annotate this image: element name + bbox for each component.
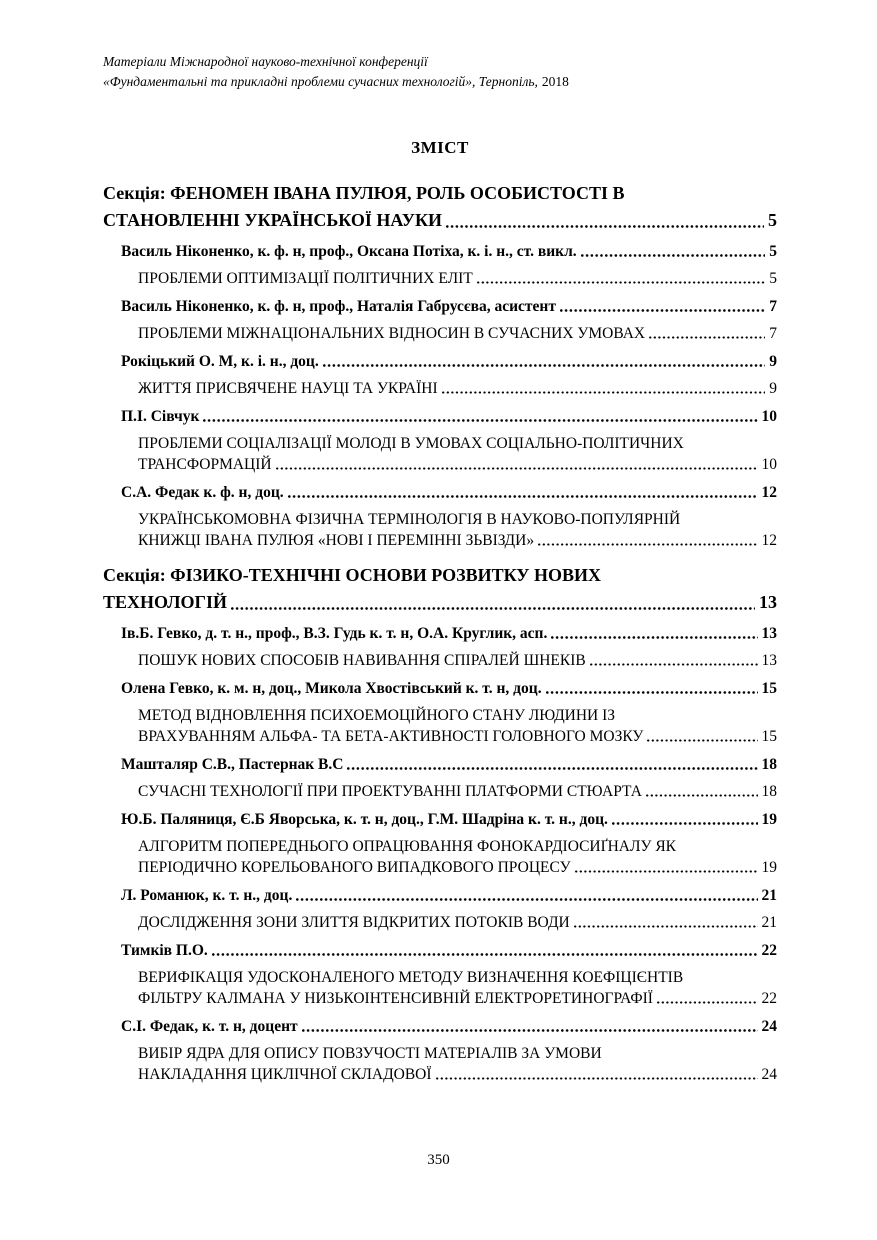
toc-entry-title-text: ДОСЛІДЖЕННЯ ЗОНИ ЗЛИТТЯ ВІДКРИТИХ ПОТОКІВ ВОДИ xyxy=(138,914,570,931)
dot-leader xyxy=(590,662,758,667)
toc-entry-title-text: ФІЛЬТРУ КАЛМАНА У НИЗЬКОІНТЕНСИВНІЙ ЕЛЕКТРОРЕТИНОГРАФІЇ xyxy=(138,990,653,1007)
dot-leader xyxy=(288,494,758,499)
toc-entry-authors xyxy=(121,885,777,906)
toc-entry-title xyxy=(138,1043,777,1064)
dot-leader xyxy=(574,924,758,929)
dot-leader xyxy=(347,766,757,771)
toc-page-number: 5 xyxy=(769,270,777,287)
dot-leader xyxy=(436,1076,758,1081)
toc-entry-title xyxy=(138,378,777,399)
toc-entry-title-text: ПРОБЛЕМИ МІЖНАЦІОНАЛЬНИХ ВІДНОСИН В СУЧАСНИХ УМОВАХ xyxy=(138,325,646,342)
toc-section-heading-text: Секція: ФЕНОМЕН ІВАНА ПУЛЮЯ, РОЛЬ ОСОБИСТОСТІ В xyxy=(103,183,625,203)
toc-entry-title-text: ВЕРИФІКАЦІЯ УДОСКОНАЛЕНОГО МЕТОДУ ВИЗНАЧЕННЯ КОЕФІЦІЄНТІВ xyxy=(138,969,684,986)
toc-entry-authors xyxy=(121,351,777,372)
toc-section-heading xyxy=(103,562,777,589)
toc-entry-title-text: УКРАЇНСЬКОМОВНА ФІЗИЧНА ТЕРМІНОЛОГІЯ В НАУКОВО-ПОПУЛЯРНІЙ xyxy=(138,511,681,528)
toc-entry-authors-text: Ів.Б. Гевко, д. т. н., проф., В.З. Гудь к. т. н, О.А. Круглик, асп. xyxy=(121,625,548,642)
toc-entry-title-text: ВИБІР ЯДРА ДЛЯ ОПИСУ ПОВЗУЧОСТІ МАТЕРІАЛІВ ЗА УМОВИ xyxy=(138,1045,602,1062)
toc-section-heading xyxy=(103,207,777,234)
toc-entry-authors-text: П.І. Сівчук xyxy=(121,408,200,425)
toc-entry-authors-text: Л. Романюк, к. т. н., доц. xyxy=(121,887,293,904)
toc-page-number: 21 xyxy=(761,914,777,931)
header-line-1: Матеріали Міжнародної науково-технічної конференції xyxy=(103,54,428,69)
toc-page-number: 5 xyxy=(768,210,777,230)
toc-entry-title xyxy=(138,726,777,747)
toc-page-number: 19 xyxy=(761,859,777,876)
toc-entry-title xyxy=(138,509,777,530)
toc-entry-title-text: МЕТОД ВІДНОВЛЕННЯ ПСИХОЕМОЦІЙНОГО СТАНУ ЛЮДИНИ ІЗ xyxy=(138,707,616,724)
toc-entry-authors xyxy=(121,1016,777,1037)
toc-entry-authors-text: Олена Гевко, к. м. н, доц., Микола Хвостівський к. т. н, доц. xyxy=(121,680,542,697)
dot-leader xyxy=(538,542,757,547)
toc-section-heading xyxy=(103,180,777,207)
toc-page-number: 24 xyxy=(761,1018,777,1035)
dot-leader xyxy=(323,363,766,368)
dot-leader xyxy=(575,869,758,874)
toc-entry-authors xyxy=(121,482,777,503)
page-title: ЗМІСТ xyxy=(411,138,469,157)
toc-entry-title xyxy=(138,705,777,726)
toc-page-number: 12 xyxy=(761,532,777,549)
toc-entry-authors xyxy=(121,678,777,699)
dot-leader xyxy=(646,793,758,798)
header-line-2-text: «Фундаментальні та прикладні проблеми сучасних технологій», Тернопіль, xyxy=(103,74,538,89)
dot-leader xyxy=(212,952,758,957)
toc-entry-authors xyxy=(121,809,777,830)
toc-entry-authors xyxy=(121,241,777,262)
toc-entry-title xyxy=(138,323,777,344)
toc-entry-title xyxy=(138,988,777,1009)
toc-entry-title-text: КНИЖЦІ ІВАНА ПУЛЮЯ «НОВІ І ПЕРЕМІННІ ЗЬВІЗДИ» xyxy=(138,532,535,549)
dot-leader xyxy=(560,308,765,313)
toc-page-number: 22 xyxy=(761,990,777,1007)
toc-entry-title-text: ТРАНСФОРМАЦІЙ xyxy=(138,456,272,473)
dot-leader xyxy=(581,253,766,258)
toc-entry-title xyxy=(138,967,777,988)
toc-section-heading-text: Секція: ФІЗИКО-ТЕХНІЧНІ ОСНОВИ РОЗВИТКУ НОВИХ xyxy=(103,565,602,585)
toc-entry-title xyxy=(138,268,777,289)
toc-entry-authors-text: Тимків П.О. xyxy=(121,942,208,959)
dot-leader xyxy=(657,1000,758,1005)
footer-page-number: 350 xyxy=(427,1152,450,1168)
dot-leader xyxy=(551,635,757,640)
toc-entry-title xyxy=(138,650,777,671)
toc-entry-title xyxy=(138,836,777,857)
dot-leader xyxy=(302,1028,758,1033)
toc-entry-authors xyxy=(121,623,777,644)
toc-page-number: 22 xyxy=(761,942,777,959)
toc-section-heading-text: СТАНОВЛЕННІ УКРАЇНСЬКОЇ НАУКИ xyxy=(103,210,443,230)
dot-leader xyxy=(477,280,765,285)
toc-entry-authors-text: Машталяр С.В., Пастернак В.С xyxy=(121,756,344,773)
toc-entry-authors xyxy=(121,406,777,427)
dot-leader xyxy=(647,738,757,743)
toc-entry-authors-text: Василь Ніконенко, к. ф. н, проф., Оксана Потіха, к. і. н., ст. викл. xyxy=(121,243,577,260)
toc-entry-title xyxy=(138,857,777,878)
toc-entry-title xyxy=(138,530,777,551)
dot-leader xyxy=(203,418,757,423)
toc-entry-title-text: ЖИТТЯ ПРИСВЯЧЕНЕ НАУЦІ ТА УКРАЇНІ xyxy=(138,380,438,397)
toc-list xyxy=(103,180,777,1085)
toc-section-heading-text: ТЕХНОЛОГІЙ xyxy=(103,592,227,612)
toc-entry-title-text: СУЧАСНІ ТЕХНОЛОГІЇ ПРИ ПРОЕКТУВАННІ ПЛАТФОРМИ СТЮАРТА xyxy=(138,783,642,800)
toc-entry-title-text: ПРОБЛЕМИ ОПТИМІЗАЦІЇ ПОЛІТИЧНИХ ЕЛІТ xyxy=(138,270,473,287)
dot-leader xyxy=(612,821,758,826)
toc-page-number: 10 xyxy=(761,456,777,473)
toc-entry-title-text: ПРОБЛЕМИ СОЦІАЛІЗАЦІЇ МОЛОДІ В УМОВАХ СОЦІАЛЬНО-ПОЛІТИЧНИХ xyxy=(138,435,684,452)
toc-entry-title-text: ПОШУК НОВИХ СПОСОБІВ НАВИВАННЯ СПІРАЛЕЙ ШНЕКІВ xyxy=(138,652,586,669)
toc-page-number: 7 xyxy=(769,298,777,315)
header-year: 2018 xyxy=(541,74,569,89)
toc-page-number: 12 xyxy=(761,484,777,501)
toc-entry-authors-text: С.І. Федак, к. т. н, доцент xyxy=(121,1018,298,1035)
toc-page-number: 10 xyxy=(761,408,777,425)
toc-page-number: 18 xyxy=(761,756,777,773)
toc-entry-title-text: ВРАХУВАННЯМ АЛЬФА- ТА БЕТА-АКТИВНОСТІ ГОЛОВНОГО МОЗКУ xyxy=(138,728,644,745)
toc-entry-title xyxy=(138,912,777,933)
dot-leader xyxy=(276,466,758,471)
toc-page-number: 5 xyxy=(769,243,777,260)
toc-page-number: 13 xyxy=(761,652,777,669)
dot-leader xyxy=(296,897,757,902)
dot-leader xyxy=(546,690,758,695)
document-header xyxy=(103,52,777,92)
toc-page-number: 15 xyxy=(761,728,777,745)
toc-page-number: 13 xyxy=(759,592,777,612)
toc-entry-title xyxy=(138,454,777,475)
dot-leader xyxy=(446,224,764,229)
toc-page-number: 24 xyxy=(761,1066,777,1083)
toc-page-number: 7 xyxy=(769,325,777,342)
toc-section-heading xyxy=(103,589,777,616)
toc-entry-title-text: НАКЛАДАННЯ ЦИКЛІЧНОЇ СКЛАДОВОЇ xyxy=(138,1066,432,1083)
toc-page-number: 15 xyxy=(761,680,777,697)
toc-page-number: 9 xyxy=(769,353,777,370)
toc-page-number: 21 xyxy=(761,887,777,904)
toc-entry-title-text: ПЕРІОДИЧНО КОРЕЛЬОВАНОГО ВИПАДКОВОГО ПРОЦЕСУ xyxy=(138,859,571,876)
toc-entry-title xyxy=(138,433,777,454)
toc-page-number: 18 xyxy=(761,783,777,800)
toc-page-number: 19 xyxy=(761,811,777,828)
header-line-2 xyxy=(103,72,777,92)
dot-leader xyxy=(231,606,755,611)
toc-entry-authors xyxy=(121,754,777,775)
toc-entry-authors-text: С.А. Федак к. ф. н, доц. xyxy=(121,484,284,501)
toc-entry-title-text: АЛГОРИТМ ПОПЕРЕДНЬОГО ОПРАЦЮВАННЯ ФОНОКАРДІОСИҐНАЛУ ЯК xyxy=(138,838,677,855)
toc-entry-authors-text: Василь Ніконенко, к. ф. н, проф., Наталія Габрусєва, асистент xyxy=(121,298,556,315)
toc-entry-authors xyxy=(121,296,777,317)
toc-entry-authors-text: Ю.Б. Паляниця, Є.Б Яворська, к. т. н, доц., Г.М. Шадріна к. т. н., доц. xyxy=(121,811,608,828)
toc-entry-authors xyxy=(121,940,777,961)
dot-leader xyxy=(649,335,765,340)
toc-page-number: 9 xyxy=(769,380,777,397)
toc-page-number: 13 xyxy=(761,625,777,642)
toc-entry-authors-text: Рокіцький О. М, к. і. н., доц. xyxy=(121,353,319,370)
dot-leader xyxy=(442,390,766,395)
toc-entry-title xyxy=(138,781,777,802)
toc-entry-title xyxy=(138,1064,777,1085)
